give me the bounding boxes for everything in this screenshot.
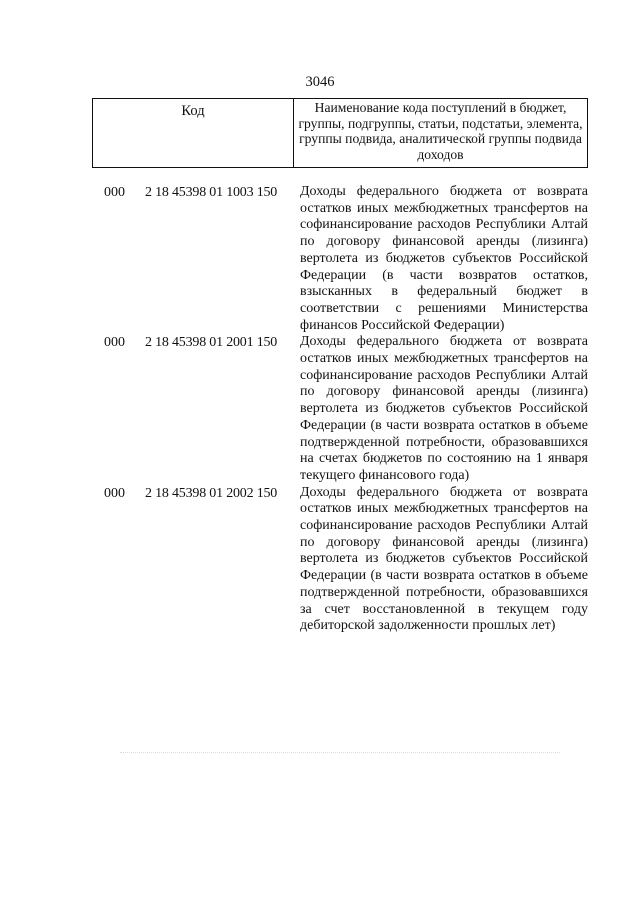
table-body	[0, 184, 640, 635]
page-number: 3046	[305, 74, 335, 90]
table-row	[0, 485, 640, 635]
table-header	[92, 98, 588, 168]
header-code-label: Код	[93, 99, 294, 167]
row-description: Доходы федерального бюджета от возврата остатков иных межбюджетных трансфертов на софинансирование расходов Республики Алтай по договору финансовой аренды (лизинга) вертолета из бюджетов субъектов Российской Федерации (в части возврата остатков в объеме подтвержденной потребности, образовавшихся на счетах бюджетов по состоянию на 1 января текущего финансового года)	[300, 334, 588, 483]
header-name-label: Наименование кода поступлений в бюджет, группы, подгруппы, статьи, подстатьи, элемента, группы подвида, аналитической группы подвида доходов	[298, 100, 583, 162]
table-row	[0, 184, 640, 334]
row-code: 2 18 45398 01 2001 150	[145, 335, 278, 351]
row-prefix: 000	[104, 485, 125, 501]
row-description: Доходы федерального бюджета от возврата остатков иных межбюджетных трансфертов на софинансирование расходов Республики Алтай по договору финансовой аренды (лизинга) вертолета из бюджетов субъектов Российской Федерации (в части возврата остатков в объеме подтвержденной потребности, образовавшихся за счет восстановленной в текущем году дебиторской задолженности прошлых лет)	[300, 484, 588, 634]
table-row	[0, 334, 640, 484]
row-description: Доходы федерального бюджета от возврата остатков иных межбюджетных трансфертов на софинансирование расходов Республики Алтай по договору финансовой аренды (лизинга) вертолета из бюджетов субъектов Российской Федерации (в части возвратов остатков, взысканных в федеральный бюджет в соответствии с решениями Министерства финансов Российской Федерации)	[300, 184, 588, 333]
row-prefix: 000	[104, 185, 125, 200]
scan-artifact-line	[120, 752, 560, 755]
row-code: 2 18 45398 01 1003 150	[145, 185, 278, 200]
row-code: 2 18 45398 01 2002 150	[145, 485, 278, 501]
row-prefix: 000	[104, 335, 125, 351]
